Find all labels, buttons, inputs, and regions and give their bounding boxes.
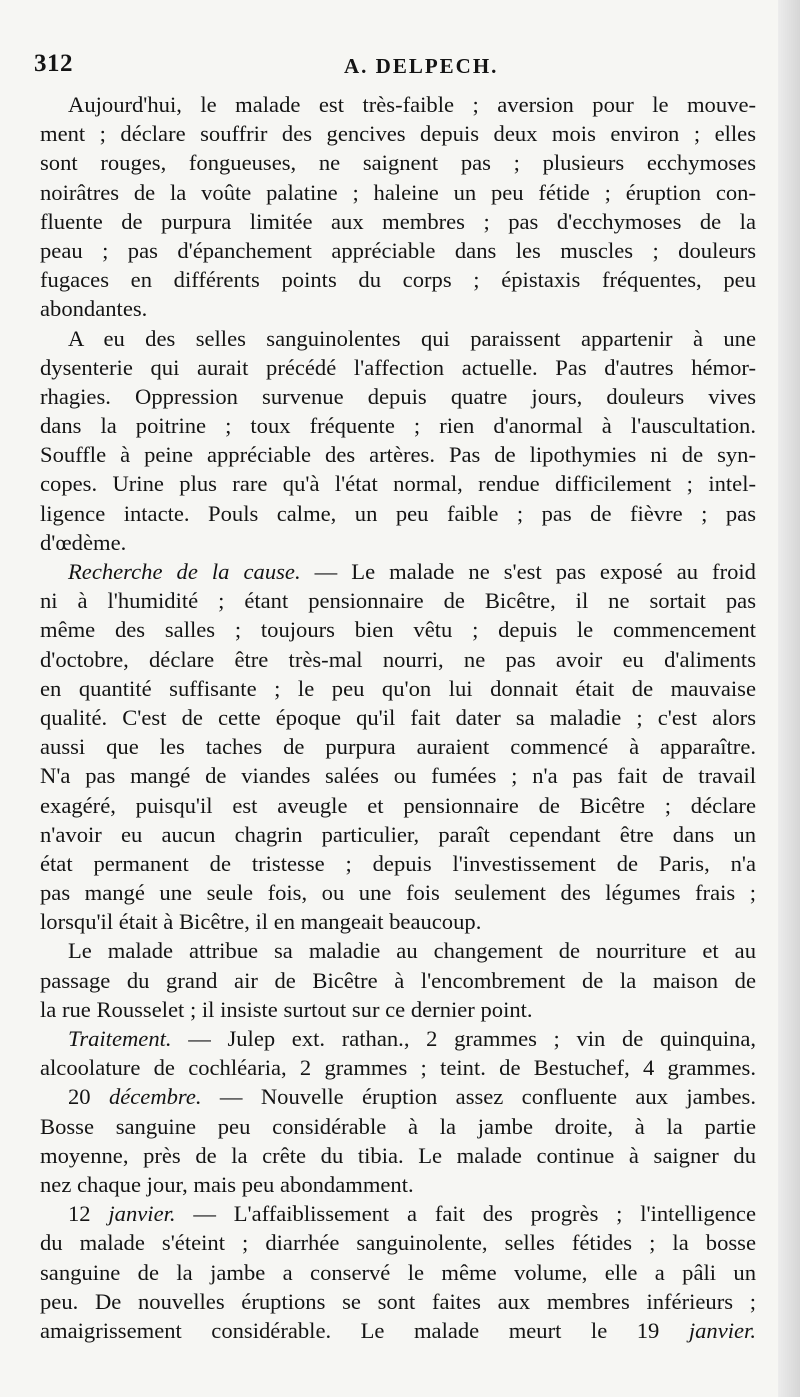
text-line: fugaces en différents points du corps ; épistaxis fréquentes, peu [40,267,756,293]
text-line: abondantes. [40,296,148,322]
text-line: exagéré, puisqu'il est aveugle et pensionnaire de Bicêtre ; déclare [40,792,756,818]
text-line: Le malade attribue sa maladie au changement de nourriture et au [68,938,756,964]
text-line: Bosse sanguine peu considérable à la jambe droite, à la partie [40,1113,756,1139]
paragraph-1 [40,90,756,324]
text-line: fluente de purpura limitée aux membres ; pas d'ecchymoses de la [40,208,756,234]
text-line: 20 décembre. — Nouvelle éruption assez confluente aux jambes. [68,1084,756,1110]
paragraph-recherche-de-la-cause [40,557,756,936]
date-number: 20 [68,1084,91,1110]
text-line: noirâtres de la voûte palatine ; haleine un peu fétide ; éruption con- [40,179,756,205]
text-line: d'octobre, déclare être très-mal nourri, ne pas avoir eu d'aliments [40,646,756,672]
text-line: ment ; déclare souffrir des gencives depuis deux mois environ ; elles [40,121,756,147]
section-lead: Recherche de la cause. [68,559,301,584]
running-head: A. DELPECH. [344,54,499,78]
text-line: état permanent de tristesse ; depuis l'investissement de Paris, n'a [40,850,756,876]
text-line: Souffle à peine appréciable des artères. Pas de lipothymies ni de syn- [40,442,756,468]
text-line: du malade s'éteint ; diarrhée sanguinolente, selles fétides ; la bosse [40,1230,756,1256]
body-text [40,90,756,1345]
section-lead: Traitement. [68,1026,172,1051]
text-line: en quantité suffisante ; le peu qu'on lui donnait était de mauvaise [40,675,756,701]
text-line: passage du grand air de Bicêtre à l'encombrement de la maison de [40,967,756,993]
paragraph-2 [40,324,756,558]
text-line: Recherche de la cause. — Le malade ne s'est pas exposé au froid [68,559,756,584]
text-line: pas mangé une seule fois, ou une fois seulement des légumes frais ; [40,880,756,906]
text-line: qualité. C'est de cette époque qu'il fait dater sa maladie ; c'est alors [40,704,756,730]
paragraph-4 [40,936,756,1024]
text-line: copes. Urine plus rare qu'à l'état normal, rendue difficilement ; intel- [40,471,756,497]
text-line: amaigrissement considérable. Le malade meurt le 19 janvier. [40,1317,756,1343]
text-line: A eu des selles sanguinolentes qui paraissent appartenir à une [68,325,756,351]
text-line: même des salles ; toujours bien vêtu ; depuis le commencement [40,617,756,643]
text-line: alcoolature de cochléaria, 2 grammes ; teint. de Bestuchef, 4 grammes. [40,1055,756,1081]
text-line: d'œdème. [40,529,127,555]
text-line: la rue Rousselet ; il insiste surtout sur ce dernier point. [40,996,533,1022]
text-line: nez chaque jour, mais peu abondamment. [40,1171,414,1197]
text-line: sont rouges, fongueuses, ne saignent pas ; plusieurs ecchymoses [40,150,756,176]
text-line: Aujourd'hui, le malade est très-faible ; aversion pour le mouve- [68,92,756,117]
page-header [34,50,754,84]
text-line: N'a pas mangé de viandes salées ou fumées ; n'a pas fait de travail [40,763,756,789]
text-line: dans la poitrine ; toux fréquente ; rien d'anormal à l'auscultation. [40,413,756,439]
final-date-word: janvier. [688,1317,756,1343]
paragraph-20-decembre [40,1082,756,1199]
text-line: moyenne, près de la crête du tibia. Le malade continue à saigner du [40,1142,756,1168]
section-lead: décembre. [90,1084,202,1110]
text-line: peu. De nouvelles éruptions se sont faites aux membres inférieurs ; [40,1288,756,1314]
section-lead: janvier. [90,1201,176,1227]
date-number: 12 [68,1201,91,1227]
paragraph-traitement [40,1024,756,1082]
paragraph-12-janvier [40,1199,756,1345]
text-line: Traitement. — Julep ext. rathan., 2 grammes ; vin de quinquina, [68,1026,756,1051]
text-line: 12 janvier. — L'affaiblissement a fait des progrès ; l'intelligence [68,1201,756,1227]
page-edge-shadow [778,0,800,1397]
text-line: n'avoir eu aucun chagrin particulier, paraît cependant être dans un [40,821,756,847]
text-line: rhagies. Oppression survenue depuis quatre jours, douleurs vives [40,383,756,409]
text-line: dysenterie qui aurait précédé l'affection actuelle. Pas d'autres hémor- [40,354,756,380]
text-line: aussi que les taches de purpura auraient commencé à apparaître. [40,734,756,760]
text-line: sanguine de la jambe a conservé le même volume, elle a pâli un [40,1259,756,1285]
text-line: ligence intacte. Pouls calme, un peu faible ; pas de fièvre ; pas [40,500,756,526]
text-line: ni à l'humidité ; étant pensionnaire de Bicêtre, il ne sortait pas [40,588,756,614]
text-line: peau ; pas d'épanchement appréciable dans les muscles ; douleurs [40,237,756,263]
text-line: lorsqu'il était à Bicêtre, il en mangeait beaucoup. [40,909,482,935]
page-number: 312 [34,50,73,77]
